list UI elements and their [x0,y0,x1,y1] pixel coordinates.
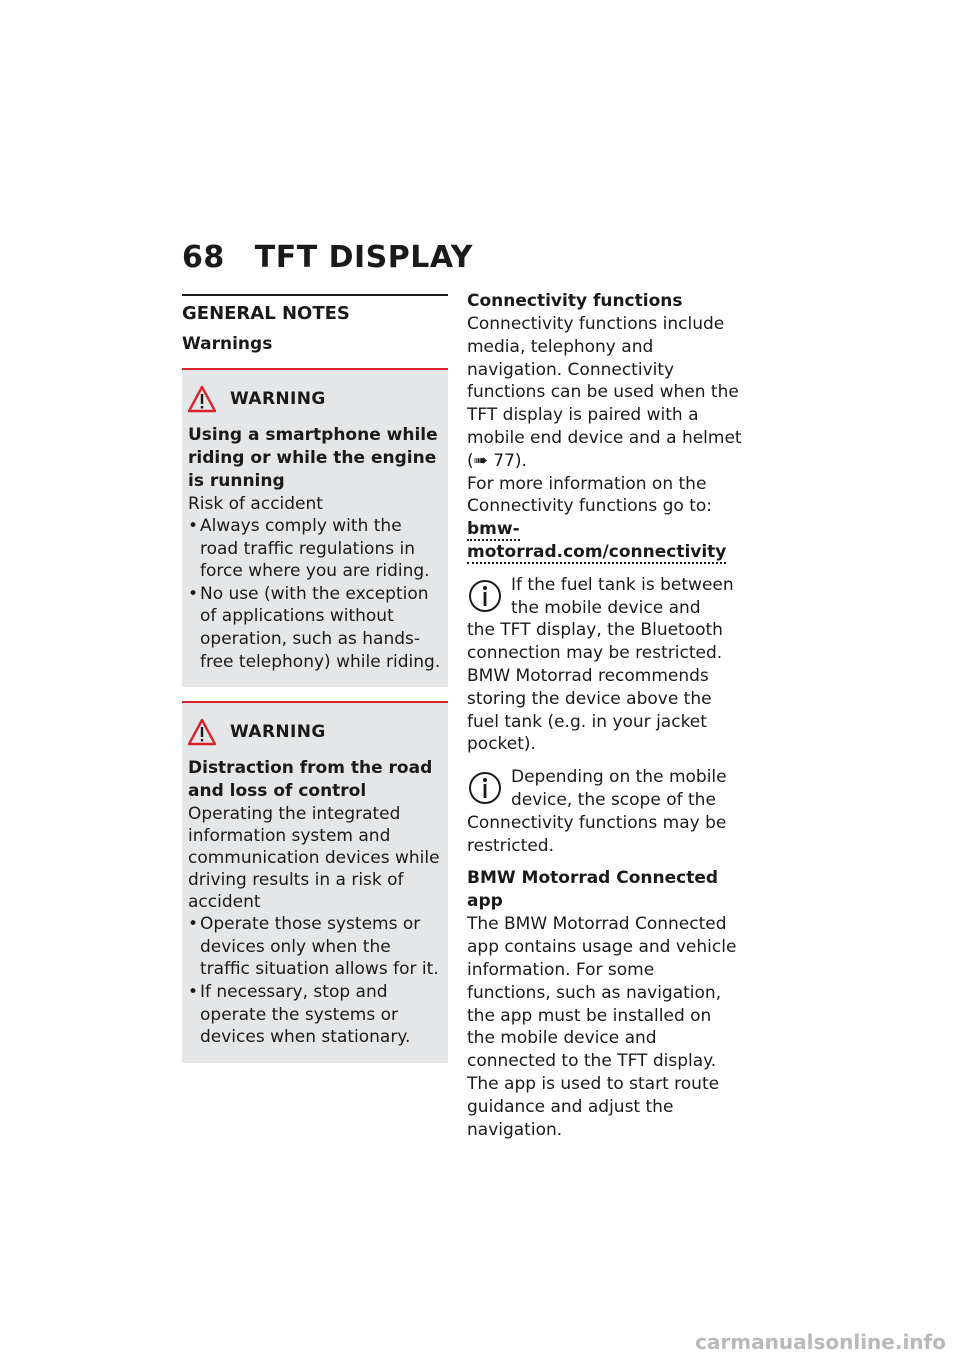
chapter-title: TFT DISPLAY [254,240,473,275]
left-column [182,294,448,1063]
warning-label: WARNING [230,722,326,743]
warning-header [188,717,442,747]
warning-header [188,384,442,414]
connectivity-title: Connectivity functions [467,291,683,311]
info-note-rest: Connectivity functions may be restricted. [467,812,727,856]
warning-box-2 [182,701,448,1063]
connectivity-link-wrap [467,518,742,564]
warning-risk: Risk of accident [188,494,323,514]
warning-triangle-icon [188,718,216,746]
info-note-rest: the TFT display, the Bluetooth connection may be restricted. BMW Motorrad recommends storing the device above the fuel tank (e.g. in your jacket pocket). [467,620,723,755]
info-note-2 [467,766,742,857]
info-icon [467,578,503,614]
list-item: • Operate those systems or devices only when the traffic situation allows for it. [188,913,442,981]
app-description: The BMW Motorrad Connected app contains usage and vehicle information. For some functions, such as navigation, the app must be installed on the mobile device and connected to the TFT display. The app is used to start route guidance and adjust the navigation. [467,914,737,1140]
watermark: carmanualsonline.info [695,1330,946,1354]
info-note-first-lines: Depending on the mobile device, the scope of the [511,767,727,810]
warning-triangle-icon [188,385,216,413]
connectivity-more-info: For more information on the Connectivity functions go to: [467,473,713,517]
warning-box-1 [182,368,448,687]
app-title: BMW Motorrad Connected app [467,868,719,912]
list-item: • Always comply with the road traffic regulations in force where you are riding. [188,515,442,583]
connectivity-text [467,313,742,473]
warning-label: WARNING [230,389,326,409]
info-note-first-lines: If the fuel tank is between the mobile device and [511,574,734,618]
warning-bullets [188,913,442,1049]
info-icon [467,770,503,806]
info-note-1 [467,574,742,756]
page-number: 68 [182,240,225,275]
right-column [467,290,742,1141]
connectivity-link[interactable]: bmw-motorrad.com/connectivity [467,519,727,562]
subsection-title: Warnings [182,334,273,354]
warning-title: Using a smartphone while riding or while the engine is running [188,425,438,491]
connectivity-description: Connectivity functions include media, telephony and navigation. Connectivity functions can be used when the TFT display is paired with a mobile end device and a helmet [467,314,742,448]
warning-risk: Operating the integrated information system and communication devices while driving results in a risk of accident [188,804,440,913]
page-header [182,240,473,275]
warning-title: Distraction from the road and loss of control [188,758,433,802]
section-title: GENERAL NOTES [182,303,350,324]
list-item: • No use (with the exception of applications without operation, such as hands-free telephony) while riding. [188,583,442,673]
page-reference[interactable]: (➠ 77). [467,450,527,471]
warning-bullets [188,515,442,673]
section-divider [182,294,448,296]
list-item: • If necessary, stop and operate the systems or devices when stationary. [188,981,442,1049]
